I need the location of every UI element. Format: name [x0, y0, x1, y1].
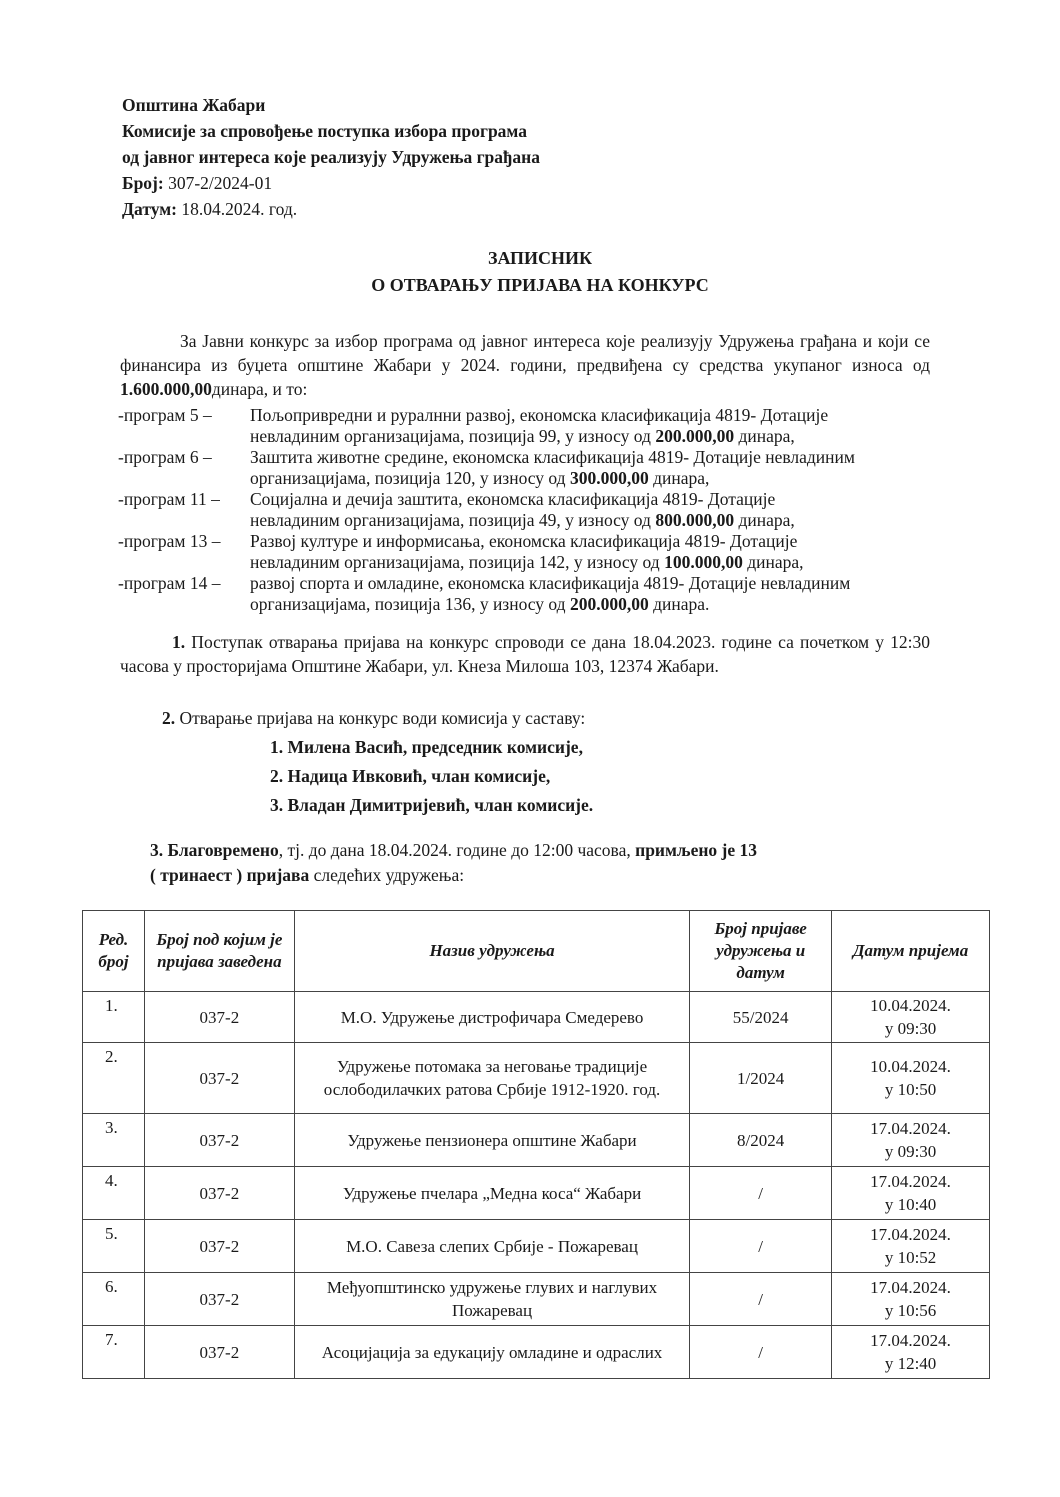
- program-rest-text: организацијама, позиција 120, у износу од: [250, 468, 570, 488]
- program-rest: [250, 468, 930, 489]
- applications-table: [82, 910, 990, 1379]
- table-header-row: [83, 911, 990, 992]
- receipt-date: [832, 1114, 990, 1167]
- program-rest: [250, 510, 930, 531]
- program-label: -програм 14 –: [118, 573, 221, 593]
- date-value: 18.04.2024. год.: [176, 199, 298, 219]
- program-first-line: развој спорта и омладине, економска класификација 4819- Дотације невладиним: [250, 573, 851, 593]
- section-1: [120, 630, 930, 678]
- section-3-text-2: следећих удружења:: [309, 865, 465, 885]
- commission-members: [270, 733, 593, 820]
- section-3: [150, 838, 910, 888]
- program-description: [250, 447, 930, 489]
- receipt-date: [832, 1220, 990, 1273]
- program-rest-text: невладиним организацијама, позиција 142, у износу од: [250, 552, 665, 572]
- program-amount: 200.000,00: [655, 426, 735, 446]
- program-list: [118, 405, 930, 615]
- association-name: Асоцијација за едукацију омладине и одраслих: [294, 1326, 689, 1379]
- receipt-time: у 09:30: [884, 1019, 937, 1038]
- program-label: -програм 5 –: [118, 405, 212, 425]
- program-description: [250, 489, 930, 531]
- program-amount: 800.000,00: [655, 510, 735, 530]
- program-rest: [250, 426, 930, 447]
- application-number: /: [690, 1167, 832, 1220]
- number-label: Број:: [122, 173, 164, 193]
- receipt-date: [832, 1167, 990, 1220]
- section-3-text-1: , тј. до дана 18.04.2024. године до 12:00 часова,: [278, 840, 636, 860]
- table-row: [83, 992, 990, 1043]
- application-number: /: [690, 1220, 832, 1273]
- application-number: /: [690, 1273, 832, 1326]
- section-2-number: 2.: [162, 708, 176, 728]
- row-number: 7.: [83, 1326, 145, 1379]
- program-rest-end: динара,: [742, 552, 804, 572]
- receipt-day: 17.04.2024.: [870, 1331, 951, 1350]
- program-amount: 100.000,00: [664, 552, 743, 572]
- receipt-date: [832, 1273, 990, 1326]
- program-rest: [250, 594, 930, 615]
- intro-text: За Јавни конкурс за избор програма од јавног интереса које реализују Удружења грађана и који се финансира из буџета општине Жабари у 2024. години, предвиђена су средства укупаног износа од: [120, 331, 930, 375]
- section-3-bold-3: ( тринаест ) пријава: [150, 865, 310, 885]
- member-2: 2. Надица Ивковић, члан комисије,: [270, 766, 551, 786]
- program-rest-end: динара,: [734, 426, 795, 446]
- program-first-line: Заштита животне средине, економска класификација 4819- Дотације невладиним: [250, 447, 855, 467]
- program-item: [118, 531, 930, 573]
- registration-number: 037-2: [144, 1114, 294, 1167]
- association-name: Међуопштинско удружење глувих и наглувих Пожаревац: [294, 1273, 689, 1326]
- application-number: 1/2024: [690, 1043, 832, 1114]
- program-description: [250, 531, 930, 573]
- member-1: 1. Милена Васић, председник комисије,: [270, 737, 583, 757]
- receipt-time: у 09:30: [884, 1142, 937, 1161]
- header-receipt-date: Датум пријема: [832, 911, 990, 992]
- commission-line-1: Комисије за спровођење поступка избора програма: [122, 121, 527, 141]
- association-name: Удружење пчелара „Медна коса“ Жабари: [294, 1167, 689, 1220]
- program-rest-text: невладиним организацијама, позиција 49, у износу од: [250, 510, 656, 530]
- program-rest-end: динара,: [734, 510, 795, 530]
- association-name: М.О. Савеза слепих Србије - Пожаревац: [294, 1220, 689, 1273]
- section-3-bold-1: Благовремено: [163, 840, 279, 860]
- application-number: 55/2024: [690, 992, 832, 1043]
- date-label: Датум:: [122, 199, 177, 219]
- receipt-date: [832, 1043, 990, 1114]
- receipt-day: 17.04.2024.: [870, 1278, 951, 1297]
- program-rest-end: динара,: [648, 468, 710, 488]
- table-row: [83, 1220, 990, 1273]
- section-1-number: 1.: [172, 632, 186, 652]
- association-name: М.О. Удружење дистрофичара Смедерево: [294, 992, 689, 1043]
- document-header: [122, 92, 540, 222]
- number-value: 307-2/2024-01: [163, 173, 273, 193]
- receipt-time: у 10:56: [884, 1301, 937, 1320]
- program-rest-text: организацијама, позиција 136, у износу од: [250, 594, 570, 614]
- registration-number: 037-2: [144, 1167, 294, 1220]
- section-2: [120, 706, 930, 730]
- program-item: [118, 489, 930, 531]
- header-application-number: Број пријаве удружења и датум: [690, 911, 832, 992]
- table-row: [83, 1167, 990, 1220]
- header-row-number: Ред. број: [83, 911, 145, 992]
- table-row: [83, 1114, 990, 1167]
- receipt-day: 17.04.2024.: [870, 1172, 951, 1191]
- title-line-2: О ОТВАРАЊУ ПРИЈАВА НА КОНКУРС: [371, 275, 709, 295]
- registration-number: 037-2: [144, 1043, 294, 1114]
- commission-line-2: од јавног интереса које реализују Удружења грађана: [122, 147, 540, 167]
- document-date: [122, 196, 540, 222]
- association-name: Удружење пензионера општине Жабари: [294, 1114, 689, 1167]
- header-association-name: Назив удружења: [294, 911, 689, 992]
- row-number: 2.: [83, 1043, 145, 1114]
- member-3: 3. Владан Димитријевић, члан комисије.: [270, 795, 594, 815]
- program-description: [250, 573, 930, 615]
- program-rest-end: динара.: [648, 594, 710, 614]
- program-rest: [250, 552, 930, 573]
- program-description: [250, 405, 930, 447]
- receipt-time: у 10:50: [884, 1080, 937, 1099]
- document-number: [122, 170, 540, 196]
- association-name: Удружење потомака за неговање традиције ослободилачких ратова Србије 1912-1920. год.: [294, 1043, 689, 1114]
- row-number: 3.: [83, 1114, 145, 1167]
- receipt-time: у 12:40: [884, 1354, 937, 1373]
- total-amount: 1.600.000,00: [120, 379, 212, 399]
- municipality-name: Општина Жабари: [122, 95, 266, 115]
- receipt-time: у 10:52: [884, 1248, 937, 1267]
- intro-paragraph: [120, 329, 930, 401]
- application-number: 8/2024: [690, 1114, 832, 1167]
- receipt-date: [832, 992, 990, 1043]
- program-first-line: Пољопривредни и руралнни развој, економска класификација 4819- Дотације: [250, 405, 829, 425]
- program-item: [118, 573, 930, 615]
- application-number: /: [690, 1326, 832, 1379]
- title-line-1: ЗАПИСНИК: [487, 248, 593, 268]
- program-first-line: Социјална и дечија заштита, економска класификација 4819- Дотације: [250, 489, 776, 509]
- program-label: -програм 11 –: [118, 489, 220, 509]
- program-label: -програм 13 –: [118, 531, 221, 551]
- section-3-number: 3.: [150, 840, 164, 860]
- receipt-day: 10.04.2024.: [870, 1057, 951, 1076]
- receipt-day: 17.04.2024.: [870, 1119, 951, 1138]
- registration-number: 037-2: [144, 1273, 294, 1326]
- program-item: [118, 447, 930, 489]
- program-amount: 300.000,00: [569, 468, 649, 488]
- section-2-text: Отварање пријава на конкурс води комисија у саставу:: [175, 708, 586, 728]
- table-row: [83, 1326, 990, 1379]
- program-label: -програм 6 –: [118, 447, 212, 467]
- table-row: [83, 1043, 990, 1114]
- intro-text-end: динара, и то:: [211, 379, 308, 399]
- row-number: 4.: [83, 1167, 145, 1220]
- document-title: [0, 245, 1060, 299]
- row-number: 1.: [83, 992, 145, 1043]
- program-item: [118, 405, 930, 447]
- row-number: 5.: [83, 1220, 145, 1273]
- registration-number: 037-2: [144, 992, 294, 1043]
- receipt-time: у 10:40: [884, 1195, 937, 1214]
- receipt-date: [832, 1326, 990, 1379]
- row-number: 6.: [83, 1273, 145, 1326]
- registration-number: 037-2: [144, 1220, 294, 1273]
- section-3-bold-2: примљено је 13: [635, 840, 758, 860]
- table-row: [83, 1273, 990, 1326]
- program-first-line: Развој културе и информисања, економска класификација 4819- Дотације: [250, 531, 798, 551]
- registration-number: 037-2: [144, 1326, 294, 1379]
- program-rest-text: невладиним организацијама, позиција 99, у износу од: [250, 426, 656, 446]
- header-registration-number: Број под којим је пријава заведена: [144, 911, 294, 992]
- program-amount: 200.000,00: [569, 594, 649, 614]
- section-1-text: Поступак отварања пријава на конкурс спроводи се дана 18.04.2023. године са почетком у 12:30 часова у просторијама Општине Жабари, ул. Кнеза Милоша 103, 12374 Жабари.: [120, 632, 930, 676]
- receipt-day: 10.04.2024.: [870, 996, 951, 1015]
- receipt-day: 17.04.2024.: [870, 1225, 951, 1244]
